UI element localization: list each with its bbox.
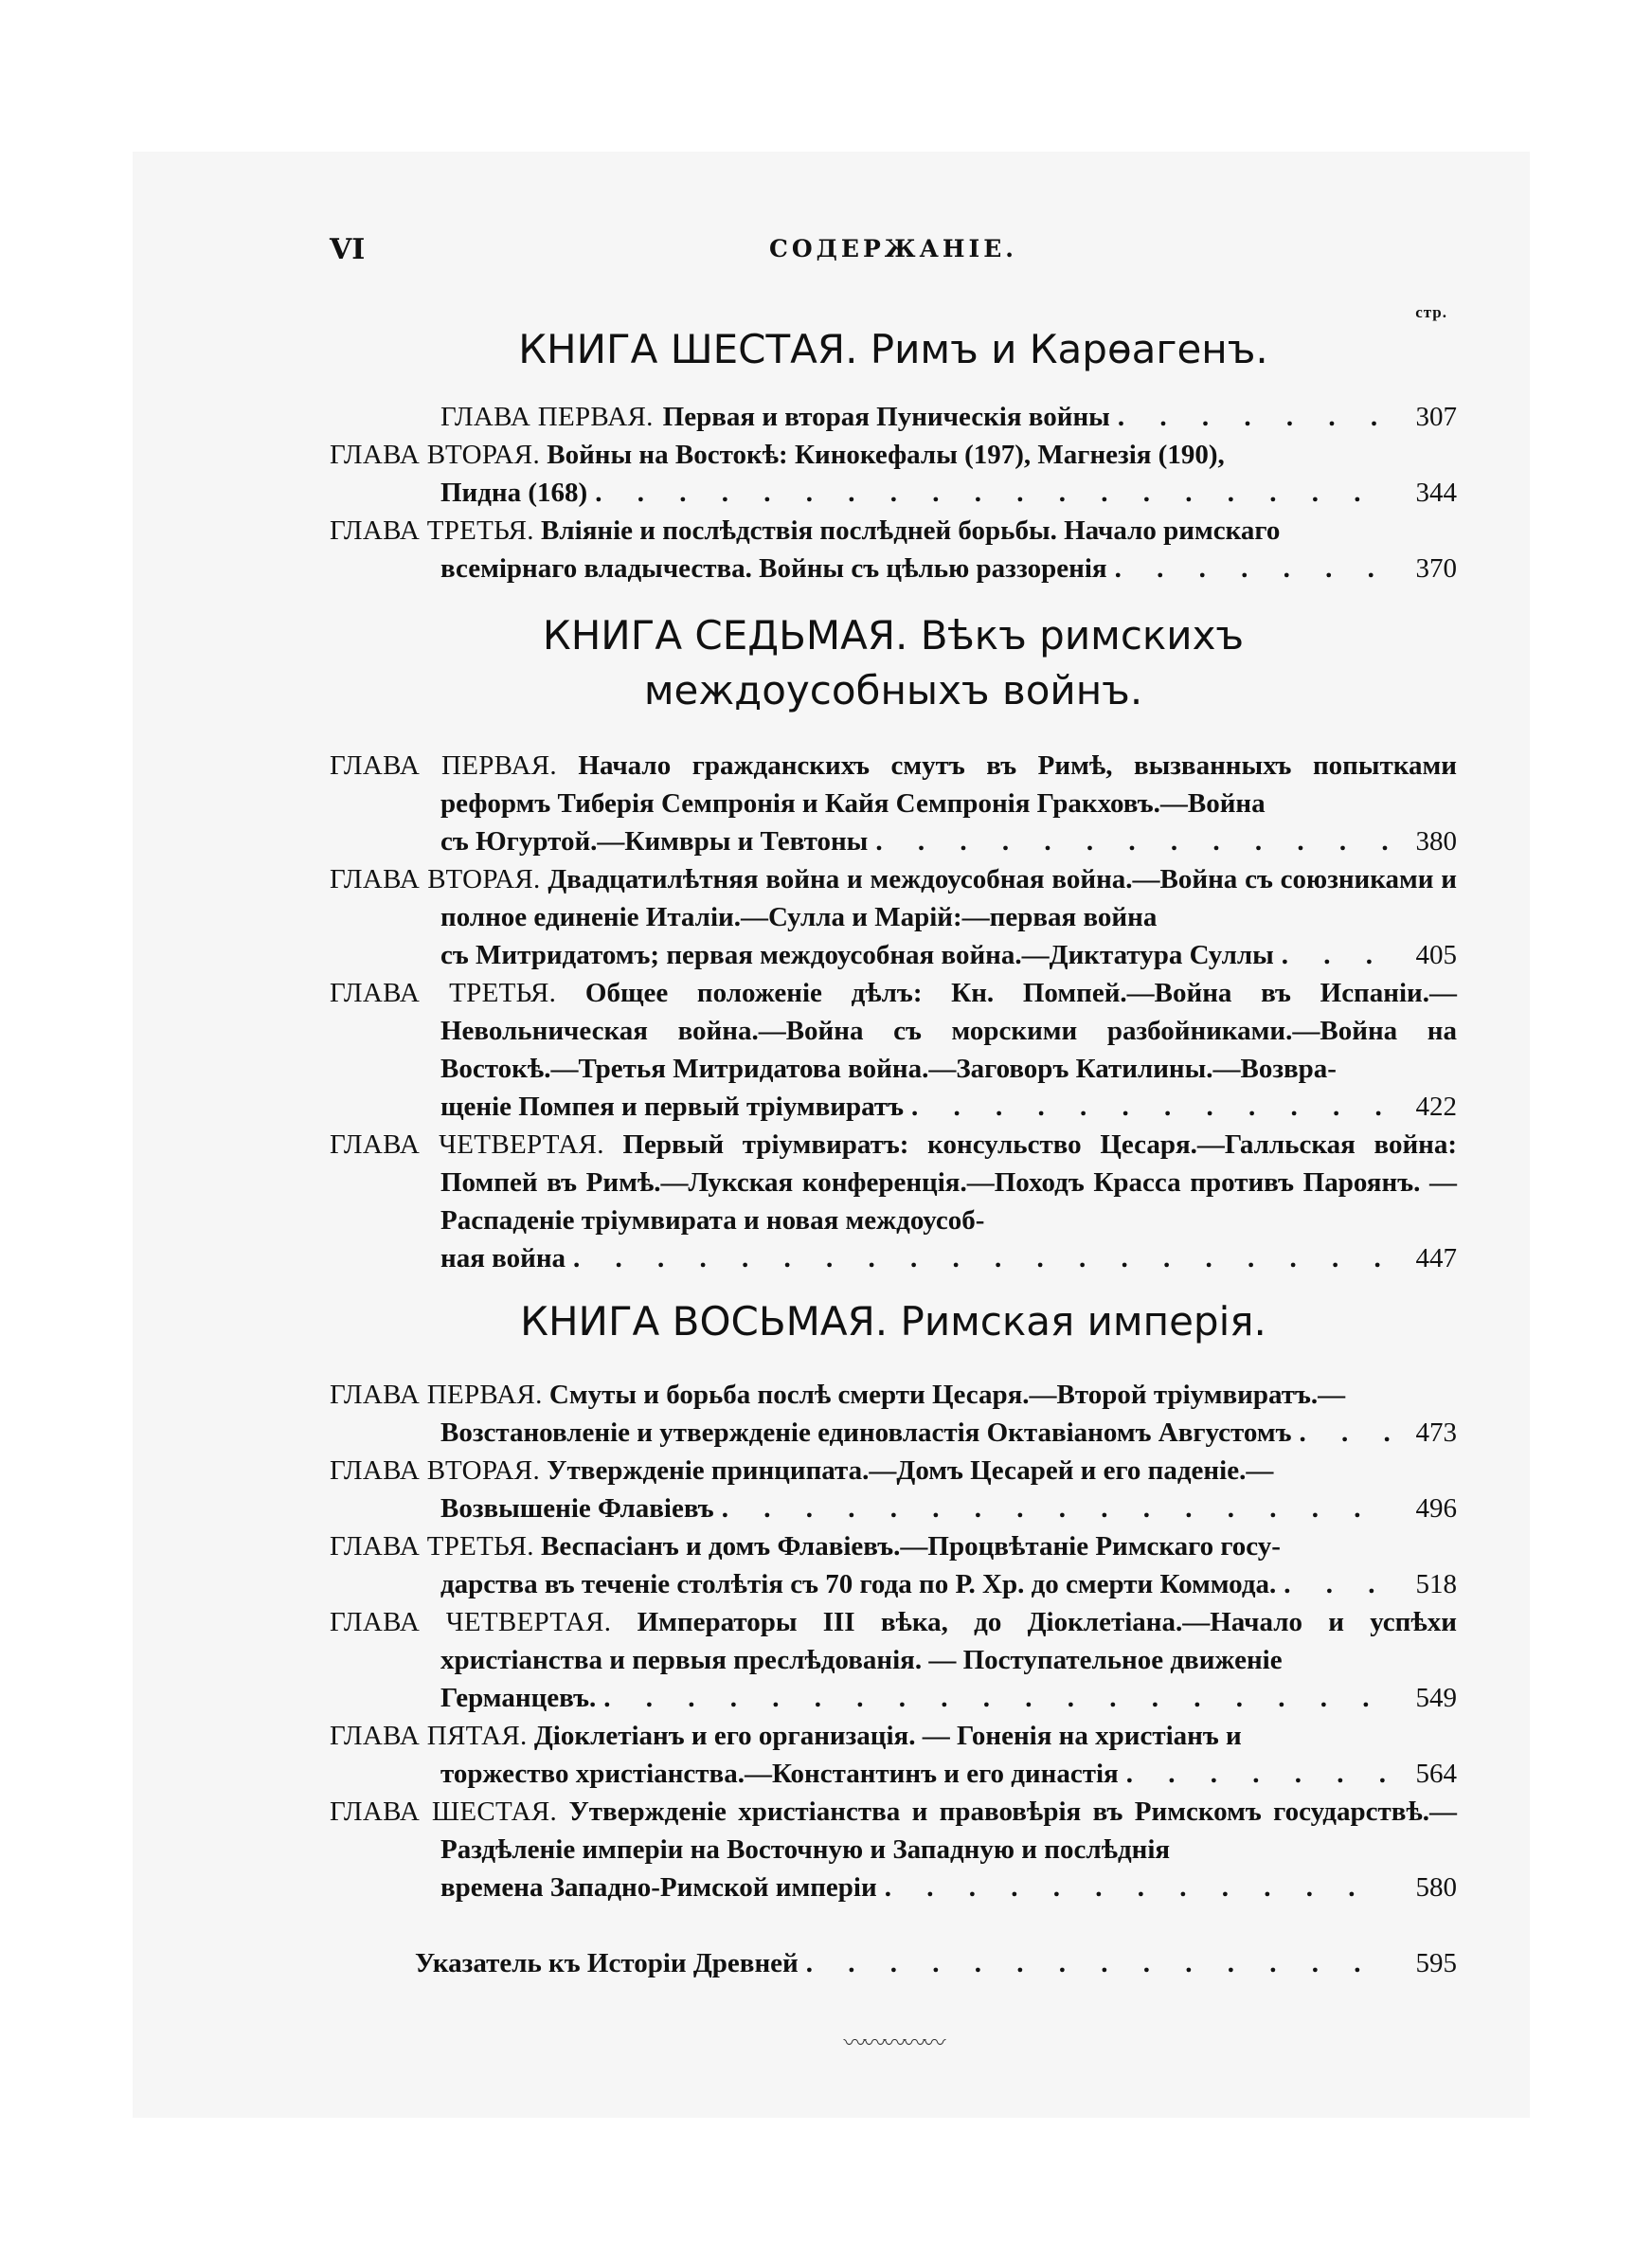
chapter-page-number: 549 — [1415, 1683, 1457, 1713]
chapter-heading: ГЛАВА ТРЕТЬЯ. — [330, 515, 534, 546]
chapter-page-number: 422 — [1415, 1092, 1457, 1122]
page-number: VI — [330, 233, 366, 266]
leader-dots — [875, 822, 1391, 860]
page-title: СОДЕРЖАНІЕ. — [769, 235, 1017, 262]
chapter-entry[interactable] — [330, 1126, 1457, 1277]
chapter-page-number: 307 — [1415, 402, 1457, 432]
chapter-entry[interactable] — [330, 1603, 1457, 1717]
leader-dots — [885, 1869, 1391, 1906]
chapter-heading: ГЛАВА ЧЕТВЕРТАЯ. — [330, 1607, 612, 1637]
page-column-label: стр. — [1415, 303, 1447, 321]
chapter-heading: ГЛАВА ПЕРВАЯ. — [330, 1380, 543, 1410]
chapter-text-last: съ Митридатомъ; первая междоусобная война.—Диктатура Суллы — [440, 940, 1274, 970]
chapter-text: Діоклетіанъ и его организація. — Гоненія на христіанъ и — [533, 1721, 1242, 1751]
chapter-text: Императоры III вѣка, до Діоклетіана.—Начало и успѣхи христіанства и первыя преслѣдованія. — Поступательное движеніе — [440, 1607, 1457, 1675]
chapter-text: Общее положеніе дѣлъ: Кн. Помпей.—Война въ Испаніи.— Невольническая война.—Война съ морскими разбойниками.—Война на Востокѣ.—Третья Митридатова война.—Заговоръ Катилины.—Возвра- — [440, 978, 1457, 1084]
chapter-entry[interactable] — [330, 1452, 1457, 1527]
chapter-page-number: 380 — [1415, 826, 1457, 857]
chapter-page-number: 344 — [1415, 478, 1457, 508]
chapter-text-last: всемірнаго владычества. Войны съ цѣлью раззоренія — [440, 553, 1107, 584]
index-entry[interactable] — [330, 1944, 1457, 1982]
chapter-heading: ГЛАВА ТРЕТЬЯ. — [330, 978, 557, 1008]
chapter-entry[interactable] — [330, 398, 1457, 436]
chapter-text: Первый тріумвиратъ: консульство Цесаря.—Галльская война: Помпей въ Римѣ.—Лукская конференція.—Походъ Красса противъ Пароянъ. — Распаденіе тріумвирата и новая междоусоб- — [440, 1129, 1458, 1236]
chapter-entry[interactable] — [330, 974, 1457, 1126]
chapter-page-number: 580 — [1415, 1872, 1457, 1903]
chapter-text-last: Германцевъ. — [440, 1683, 597, 1713]
chapter-text-last: Пидна (168) — [440, 478, 588, 508]
index-entry-page: 595 — [1415, 1948, 1457, 1978]
chapter-heading: ГЛАВА ПЯТАЯ. — [330, 1721, 528, 1751]
chapter-page-number: 370 — [1415, 553, 1457, 584]
leader-dots — [1299, 1414, 1391, 1452]
contents-page — [330, 220, 1457, 2057]
leader-dots — [1118, 398, 1391, 436]
chapter-text: Начало гражданскихъ смутъ въ Римѣ, вызванныхъ попытками реформъ Тиберія Семпронія и Кайя Семпронія Гракховъ.—Война — [440, 750, 1458, 819]
chapter-heading: ГЛАВА ТРЕТЬЯ. — [330, 1531, 534, 1562]
books-list — [330, 322, 1457, 1906]
chapter-heading: ГЛАВА ПЕРВАЯ. — [330, 750, 557, 781]
chapter-text-last: Возвышеніе Флавіевъ — [440, 1493, 714, 1524]
chapter-text: Утвержденіе принципата.—Домъ Цесарей и его паденіе.— — [547, 1455, 1274, 1486]
book-title: КНИГА ВОСЬМАЯ. Римская имперія. — [520, 1298, 1266, 1345]
chapter-entry[interactable] — [330, 1717, 1457, 1793]
book-title: КНИГА ШЕСТАЯ. Римъ и Карѳагенъ. — [518, 326, 1268, 372]
chapter-entry[interactable] — [330, 512, 1457, 587]
chapter-heading: ГЛАВА ЧЕТВЕРТАЯ. — [330, 1129, 604, 1160]
chapter-text-last: времена Западно-Римской имперіи — [440, 1872, 877, 1903]
chapter-text: Утвержденіе христіанства и правовѣрія въ Римскомъ государствѣ.—Раздѣленіе имперіи на Восточную и Западную и послѣднія — [440, 1797, 1458, 1865]
chapter-entry[interactable] — [330, 860, 1457, 974]
leader-dots — [722, 1490, 1391, 1527]
leader-dots — [1115, 550, 1391, 587]
chapter-text: Смуты и борьба послѣ смерти Цесаря.—Второй тріумвиратъ.— — [548, 1380, 1346, 1410]
chapter-heading: ГЛАВА ВТОРАЯ. — [330, 1455, 540, 1486]
chapter-heading: ГЛАВА ВТОРАЯ. — [330, 864, 541, 894]
chapter-heading: ГЛАВА ВТОРАЯ. — [330, 440, 540, 470]
chapter-entry[interactable] — [330, 1793, 1457, 1906]
page-header — [330, 220, 1457, 277]
chapter-text-last: съ Югуртой.—Кимвры и Тевтоны — [440, 826, 869, 857]
chapter-text: Вліяніе и послѣдствія послѣдней борьбы. Начало римскаго — [541, 515, 1281, 546]
chapter-entry[interactable] — [330, 747, 1457, 860]
chapter-page-number: 405 — [1415, 940, 1457, 970]
chapter-heading: ГЛАВА ШЕСТАЯ. — [330, 1797, 558, 1827]
chapter-page-number: 447 — [1415, 1243, 1457, 1273]
chapter-text-last: Возстановленіе и утвержденіе единовластія Октавіаномъ Августомъ — [440, 1417, 1292, 1448]
chapter-entry[interactable] — [330, 436, 1457, 512]
chapter-text: Войны на Востокѣ: Кинокефалы (197), Магнезія (190), — [547, 440, 1225, 470]
leader-dots — [603, 1679, 1391, 1717]
chapter-page-number: 518 — [1415, 1569, 1457, 1599]
chapter-text-last: торжество христіанства.—Константинъ и его династія — [440, 1759, 1119, 1789]
chapter-text-last: щеніе Помпея и первый тріумвиратъ — [440, 1092, 905, 1122]
book-title: КНИГА СЕДЬМАЯ. Вѣкъ римскихъ междоусобныхъ войнъ. — [542, 612, 1245, 713]
chapter-heading: ГЛАВА ПЕРВАЯ. — [440, 402, 654, 432]
chapter-page-number: 473 — [1415, 1417, 1457, 1448]
chapter-page-number: 564 — [1415, 1759, 1457, 1789]
chapter-entry[interactable] — [330, 1376, 1457, 1452]
leader-dots — [806, 1944, 1391, 1982]
leader-dots — [573, 1239, 1391, 1277]
leader-dots — [595, 474, 1391, 512]
index-entry-text: Указатель къ Исторіи Древней — [415, 1948, 799, 1978]
chapter-entry[interactable] — [330, 1527, 1457, 1603]
chapter-text-last: Первая и вторая Пуническія войны — [662, 402, 1110, 432]
leader-dots — [1282, 936, 1391, 974]
leader-dots — [911, 1088, 1391, 1126]
chapter-text-last: ная война — [440, 1243, 566, 1273]
chapter-text: Веспасіанъ и домъ Флавіевъ.—Процвѣтаніе Римскаго госу- — [541, 1531, 1281, 1562]
ornament-divider: 〰〰〰〰〰 — [843, 2031, 943, 2056]
leader-dots — [1126, 1755, 1391, 1793]
chapter-page-number: 496 — [1415, 1493, 1457, 1524]
leader-dots — [1284, 1565, 1391, 1603]
chapter-text-last: дарства въ теченіе столѣтія съ 70 года по Р. Хр. до смерти Коммода. — [440, 1569, 1277, 1599]
chapter-text: Двадцатилѣтняя война и междоусобная война.—Война съ союзниками и полное единеніе Италіи.—Сулла и Марій:—первая война — [440, 864, 1458, 932]
